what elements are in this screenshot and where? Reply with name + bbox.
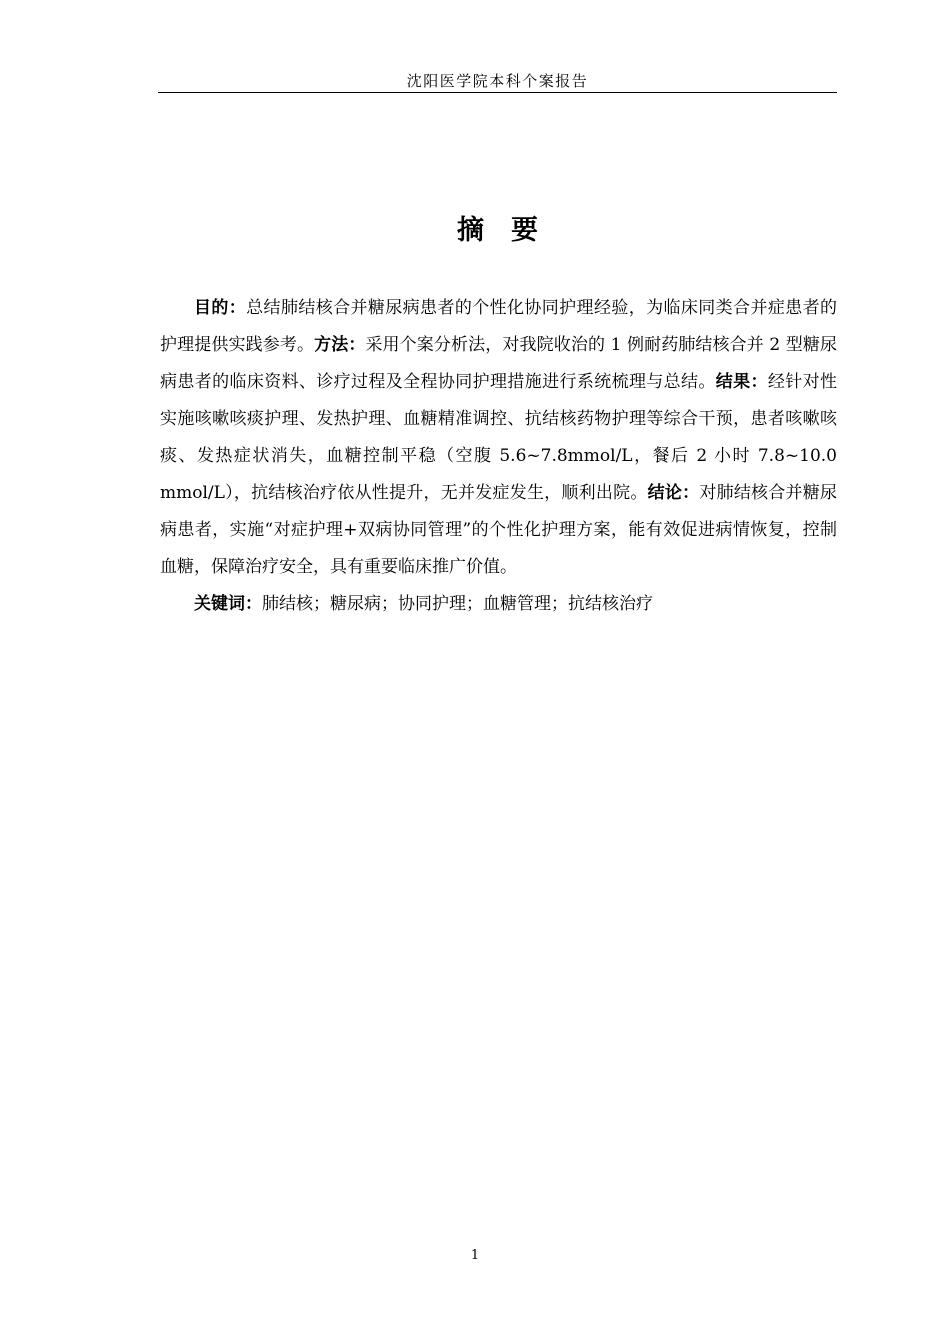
conclusion-label: 结论： [647,483,700,503]
keywords-paragraph [160,586,837,623]
conclusion-text: 对肺结核合并糖尿病患者，实施“对症护理+双病协同管理”的个性化护理方案，能有效促进病情恢复，控制血糖，保障治疗安全，具有重要临床推广价值。 [160,483,838,577]
abstract-title: 摘要 [457,215,565,246]
method-label: 方法： [314,335,366,355]
page-number: 1 [470,1248,480,1263]
result-text: 经针对性实施咳嗽咳痰护理、发热护理、血糖精准调控、抗结核药物护理等综合干预，患者咳嗽咳痰、发热症状消失，血糖控制平稳（空腹 5.6~7.8mmol/L，餐后 2 小时 7.8~10.0 mmol/L），抗结核治疗依从性提升，无并发症发生，顺利出院。 [160,372,838,503]
objective-label: 目的： [194,298,247,318]
objective-text: 总结肺结核合并糖尿病患者的个性化协同护理经验，为临床同类合并症患者的护理提供实践参考。 [160,298,838,355]
method-text: 采用个案分析法，对我院收治的 1 例耐药肺结核合并 2 型糖尿病患者的临床资料、诊疗过程及全程协同护理措施进行系统梳理与总结。 [160,335,838,392]
abstract-paragraph [160,290,837,586]
keywords-label: 关键词： [194,594,262,614]
page-header: 沈阳医学院本科个案报告 [406,72,589,90]
abstract-body [160,290,837,623]
keywords-text: 肺结核；糖尿病；协同护理；血糖管理；抗结核治疗 [262,594,653,614]
header-divider [158,92,837,93]
result-label: 结果： [715,372,768,392]
